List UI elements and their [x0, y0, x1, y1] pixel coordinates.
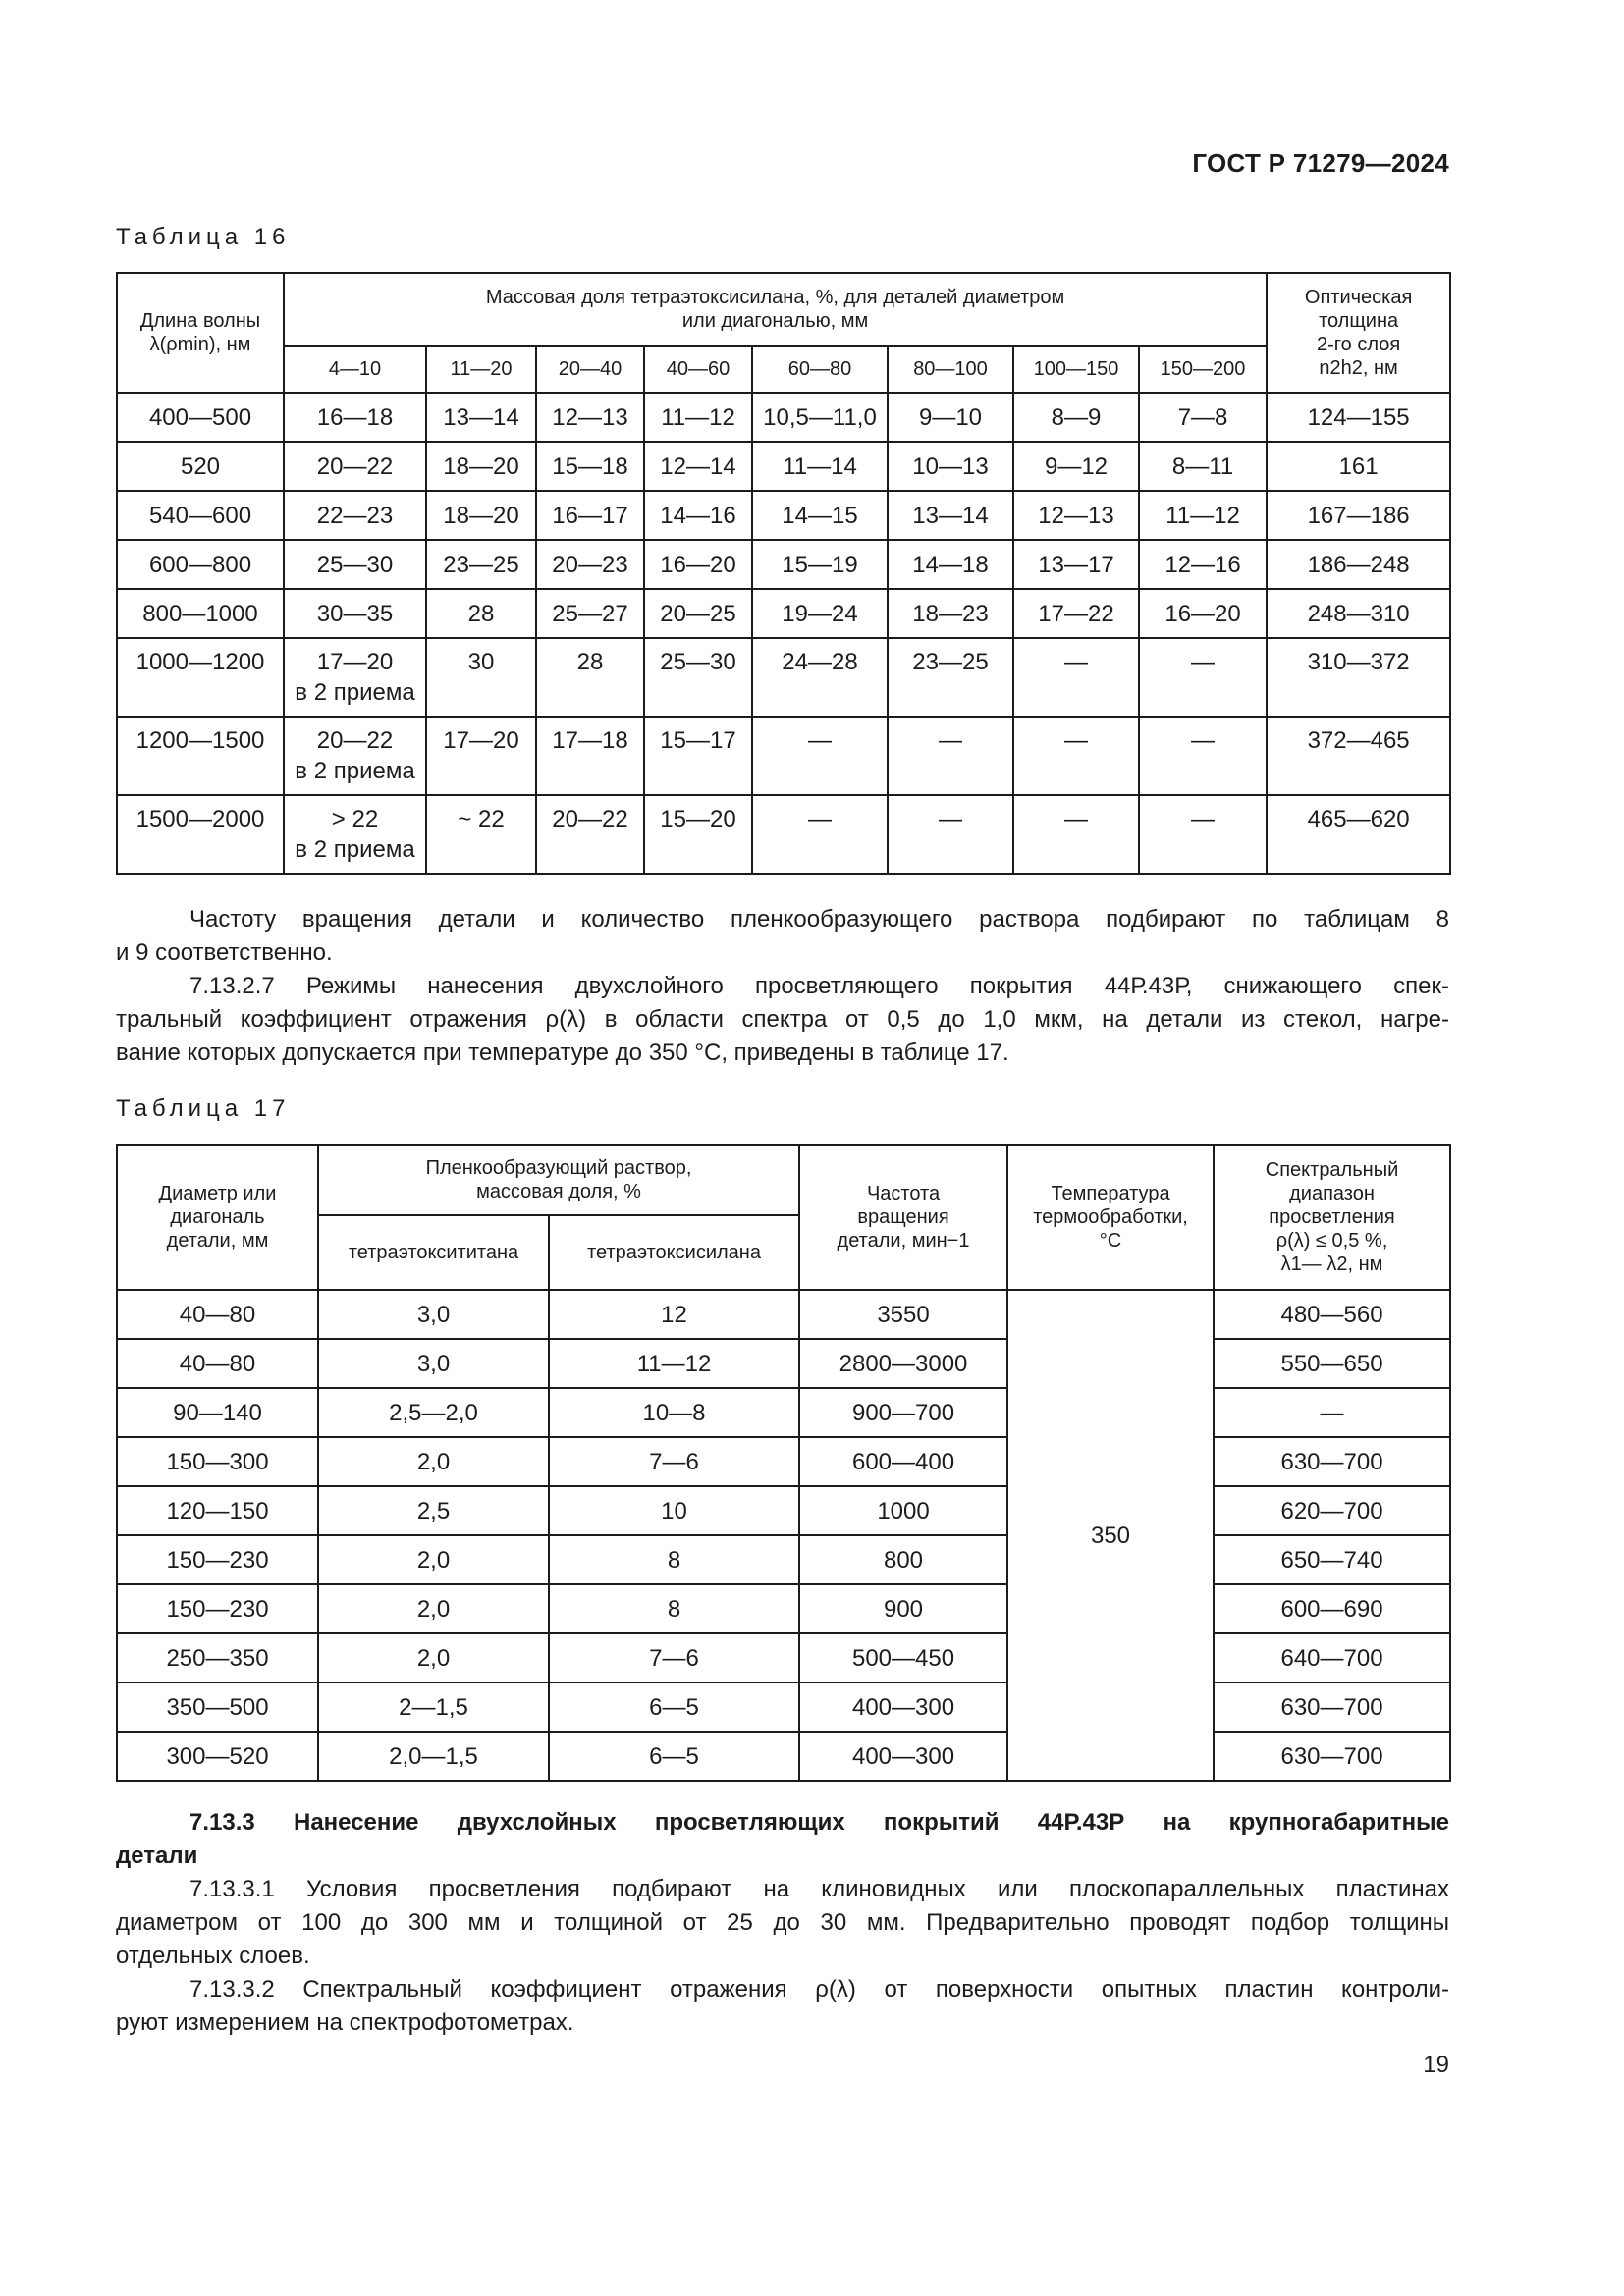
diameter-cell: 150—230	[117, 1535, 318, 1584]
mass-fraction-cell: 12—13	[536, 393, 644, 442]
mass-fraction-cell: —	[752, 795, 888, 874]
frequency-cell: 3550	[799, 1290, 1007, 1339]
mass-fraction-cell: 11—14	[752, 442, 888, 491]
table-row	[117, 717, 1450, 795]
table-row	[117, 638, 1450, 717]
table-row	[117, 1339, 1450, 1388]
optical-thickness-header: Оптическая толщина 2-го слоя n2h2, нм	[1267, 273, 1450, 393]
table-row	[117, 1290, 1450, 1339]
mass-fraction-cell: 15—18	[536, 442, 644, 491]
frequency-cell: 500—450	[799, 1633, 1007, 1682]
mass-fraction-cell: > 22 в 2 приема	[284, 795, 426, 874]
titanate-header: тетраэтоксититана	[318, 1215, 549, 1290]
spectral-range-cell: 640—700	[1214, 1633, 1450, 1682]
paragraph-7-13-2-7: 7.13.2.7 Режимы нанесения двухслойного просветляющего покрытия 44Р.43Р, снижающего спек- тральный коэффициент отражения ρ(λ) в области спектра от 0,5 до 1,0 мкм, на детали из стекол, нагре- вание которых допускается при температуре до 350 °С, приведены в таблице 17.	[116, 973, 1449, 1066]
diameter-cell: 150—230	[117, 1584, 318, 1633]
titanate-cell: 2—1,5	[318, 1682, 549, 1732]
mass-fraction-cell: 9—10	[888, 393, 1013, 442]
spectral-range-cell: —	[1214, 1388, 1450, 1437]
diameter-cell: 350—500	[117, 1682, 318, 1732]
mass-fraction-cell: 14—16	[644, 491, 752, 540]
mass-fraction-cell: —	[1013, 795, 1139, 874]
mass-fraction-cell: —	[1139, 638, 1267, 717]
temperature-cell: 350	[1007, 1290, 1214, 1781]
mass-fraction-cell: 12—13	[1013, 491, 1139, 540]
spectral-range-cell: 620—700	[1214, 1486, 1450, 1535]
frequency-cell: 400—300	[799, 1732, 1007, 1781]
diameter-range-header: 80—100	[888, 346, 1013, 393]
paragraph-rotation-frequency: Частоту вращения детали и количество пленкообразующего раствора подбирают по таблицам 8 и 9 соответственно.	[116, 906, 1449, 966]
mass-fraction-cell: 16—18	[284, 393, 426, 442]
titanate-cell: 3,0	[318, 1290, 549, 1339]
optical-thickness-cell: 124—155	[1267, 393, 1450, 442]
wavelength-cell: 1500—2000	[117, 795, 284, 874]
diameter-cell: 40—80	[117, 1339, 318, 1388]
diameter-range-header: 11—20	[426, 346, 536, 393]
diameter-cell: 250—350	[117, 1633, 318, 1682]
wavelength-cell: 600—800	[117, 540, 284, 589]
spectral-range-cell: 650—740	[1214, 1535, 1450, 1584]
table-row	[117, 589, 1450, 638]
mass-fraction-cell: —	[1013, 717, 1139, 795]
table-16	[116, 272, 1451, 875]
frequency-cell: 400—300	[799, 1682, 1007, 1732]
mass-fraction-cell: 16—20	[1139, 589, 1267, 638]
optical-thickness-cell: 248—310	[1267, 589, 1450, 638]
mass-fraction-cell: 15—20	[644, 795, 752, 874]
table-row	[117, 1732, 1450, 1781]
mass-fraction-cell: 7—8	[1139, 393, 1267, 442]
table-row	[117, 491, 1450, 540]
document-code: ГОСТ Р 71279—2024	[1192, 148, 1449, 178]
spectral-range-cell: 600—690	[1214, 1584, 1450, 1633]
mass-fraction-cell: 30—35	[284, 589, 426, 638]
optical-thickness-cell: 186—248	[1267, 540, 1450, 589]
titanate-cell: 2,0	[318, 1437, 549, 1486]
mass-fraction-cell: 14—15	[752, 491, 888, 540]
frequency-cell: 600—400	[799, 1437, 1007, 1486]
mass-fraction-cell: 25—30	[284, 540, 426, 589]
spectral-range-cell: 480—560	[1214, 1290, 1450, 1339]
silane-cell: 7—6	[549, 1633, 799, 1682]
table-row	[117, 1584, 1450, 1633]
table-row	[117, 540, 1450, 589]
diameter-header: Диаметр или диагональ детали, мм	[117, 1145, 318, 1290]
frequency-cell: 900	[799, 1584, 1007, 1633]
titanate-cell: 2,0	[318, 1633, 549, 1682]
table-17-caption: Таблица 17	[116, 1095, 291, 1122]
table-row	[117, 1682, 1450, 1732]
spectral-range-cell: 630—700	[1214, 1732, 1450, 1781]
frequency-cell: 1000	[799, 1486, 1007, 1535]
diameter-cell: 120—150	[117, 1486, 318, 1535]
optical-thickness-cell: 465—620	[1267, 795, 1450, 874]
mass-fraction-cell: 18—23	[888, 589, 1013, 638]
diameter-range-header: 100—150	[1013, 346, 1139, 393]
table-row	[117, 393, 1450, 442]
mass-fraction-cell: 13—14	[426, 393, 536, 442]
mass-fraction-cell: ~ 22	[426, 795, 536, 874]
mass-fraction-cell: 18—20	[426, 442, 536, 491]
mass-fraction-cell: —	[888, 795, 1013, 874]
mass-fraction-cell: —	[888, 717, 1013, 795]
mass-fraction-cell: —	[752, 717, 888, 795]
mass-fraction-header: Массовая доля тетраэтоксисилана, %, для деталей диаметром или диагональю, мм	[284, 273, 1267, 346]
table-row	[117, 1437, 1450, 1486]
mass-fraction-cell: 20—22	[284, 442, 426, 491]
diameter-range-header: 20—40	[536, 346, 644, 393]
mass-fraction-cell: 17—20	[426, 717, 536, 795]
mass-fraction-cell: 12—14	[644, 442, 752, 491]
mass-fraction-cell: 13—17	[1013, 540, 1139, 589]
titanate-cell: 2,0	[318, 1535, 549, 1584]
mass-fraction-cell: 20—25	[644, 589, 752, 638]
mass-fraction-cell: 17—18	[536, 717, 644, 795]
mass-fraction-cell: 25—27	[536, 589, 644, 638]
silane-cell: 6—5	[549, 1732, 799, 1781]
optical-thickness-cell: 310—372	[1267, 638, 1450, 717]
titanate-cell: 2,5	[318, 1486, 549, 1535]
film-solution-header: Пленкообразующий раствор, массовая доля, %	[318, 1145, 799, 1215]
mass-fraction-cell: —	[1139, 795, 1267, 874]
table-16-caption: Таблица 16	[116, 224, 291, 250]
diameter-cell: 90—140	[117, 1388, 318, 1437]
diameter-range-header: 4—10	[284, 346, 426, 393]
mass-fraction-cell: 28	[426, 589, 536, 638]
wavelength-header: Длина волны λ(ρmin), нм	[117, 273, 284, 393]
mass-fraction-cell: 19—24	[752, 589, 888, 638]
wavelength-cell: 800—1000	[117, 589, 284, 638]
diameter-range-header: 60—80	[752, 346, 888, 393]
wavelength-cell: 520	[117, 442, 284, 491]
mass-fraction-cell: 24—28	[752, 638, 888, 717]
frequency-cell: 900—700	[799, 1388, 1007, 1437]
titanate-cell: 2,0—1,5	[318, 1732, 549, 1781]
wavelength-cell: 400—500	[117, 393, 284, 442]
mass-fraction-cell: 13—14	[888, 491, 1013, 540]
mass-fraction-cell: 8—9	[1013, 393, 1139, 442]
temperature-header: Температура термообработки, °С	[1007, 1145, 1214, 1290]
table-row	[117, 1388, 1450, 1437]
mass-fraction-cell: 28	[536, 638, 644, 717]
frequency-cell: 2800—3000	[799, 1339, 1007, 1388]
section-7-13-3-heading: 7.13.3 Нанесение двухслойных просветляющих покрытий 44Р.43Р на крупногабаритные детали	[116, 1809, 1449, 1869]
page-number: 19	[1423, 2052, 1449, 2078]
optical-thickness-cell: 167—186	[1267, 491, 1450, 540]
mass-fraction-cell: 17—20 в 2 приема	[284, 638, 426, 717]
mass-fraction-cell: 18—20	[426, 491, 536, 540]
silane-cell: 8	[549, 1535, 799, 1584]
diameter-cell: 40—80	[117, 1290, 318, 1339]
silane-cell: 7—6	[549, 1437, 799, 1486]
wavelength-cell: 540—600	[117, 491, 284, 540]
paragraph-7-13-3-1: 7.13.3.1 Условия просветления подбирают на клиновидных или плоскопараллельных пластинах диаметром от 100 до 300 мм и толщиной от 25 до 30 мм. Предварительно проводят подбор толщины отдельных слоев.	[116, 1876, 1449, 1969]
mass-fraction-cell: 30	[426, 638, 536, 717]
diameter-cell: 150—300	[117, 1437, 318, 1486]
silane-cell: 11—12	[549, 1339, 799, 1388]
diameter-range-header: 150—200	[1139, 346, 1267, 393]
mass-fraction-cell: 12—16	[1139, 540, 1267, 589]
mass-fraction-cell: 16—17	[536, 491, 644, 540]
silane-cell: 6—5	[549, 1682, 799, 1732]
mass-fraction-cell: 15—19	[752, 540, 888, 589]
mass-fraction-cell: —	[1139, 717, 1267, 795]
spectral-range-cell: 630—700	[1214, 1437, 1450, 1486]
mass-fraction-cell: 11—12	[644, 393, 752, 442]
optical-thickness-cell: 161	[1267, 442, 1450, 491]
mass-fraction-cell: 9—12	[1013, 442, 1139, 491]
titanate-cell: 3,0	[318, 1339, 549, 1388]
frequency-cell: 800	[799, 1535, 1007, 1584]
wavelength-cell: 1000—1200	[117, 638, 284, 717]
titanate-cell: 2,5—2,0	[318, 1388, 549, 1437]
mass-fraction-cell: 25—30	[644, 638, 752, 717]
mass-fraction-cell: 20—23	[536, 540, 644, 589]
diameter-range-header: 40—60	[644, 346, 752, 393]
mass-fraction-cell: 20—22	[536, 795, 644, 874]
mass-fraction-cell: 17—22	[1013, 589, 1139, 638]
mass-fraction-cell: 14—18	[888, 540, 1013, 589]
titanate-cell: 2,0	[318, 1584, 549, 1633]
table-row	[117, 1486, 1450, 1535]
mass-fraction-cell: 20—22 в 2 приема	[284, 717, 426, 795]
table-row	[117, 442, 1450, 491]
mass-fraction-cell: 23—25	[888, 638, 1013, 717]
wavelength-cell: 1200—1500	[117, 717, 284, 795]
table-row	[117, 795, 1450, 874]
table-17	[116, 1144, 1451, 1782]
silane-cell: 10—8	[549, 1388, 799, 1437]
table-row	[117, 1633, 1450, 1682]
silane-header: тетраэтоксисилана	[549, 1215, 799, 1290]
spectral-range-header: Спектральный диапазон просветления ρ(λ) ≤ 0,5 %, λ1— λ2, нм	[1214, 1145, 1450, 1290]
spectral-range-cell: 550—650	[1214, 1339, 1450, 1388]
mass-fraction-cell: 10,5—11,0	[752, 393, 888, 442]
mass-fraction-cell: 8—11	[1139, 442, 1267, 491]
silane-cell: 10	[549, 1486, 799, 1535]
spectral-range-cell: 630—700	[1214, 1682, 1450, 1732]
paragraph-7-13-3-2: 7.13.3.2 Спектральный коэффициент отражения ρ(λ) от поверхности опытных пластин контроли- руют измерением на спектрофотометрах.	[116, 1976, 1449, 2036]
mass-fraction-cell: 23—25	[426, 540, 536, 589]
mass-fraction-cell: —	[1013, 638, 1139, 717]
diameter-cell: 300—520	[117, 1732, 318, 1781]
table-row	[117, 1535, 1450, 1584]
mass-fraction-cell: 15—17	[644, 717, 752, 795]
mass-fraction-cell: 16—20	[644, 540, 752, 589]
silane-cell: 8	[549, 1584, 799, 1633]
mass-fraction-cell: 11—12	[1139, 491, 1267, 540]
rotation-frequency-header: Частота вращения детали, мин−1	[799, 1145, 1007, 1290]
mass-fraction-cell: 22—23	[284, 491, 426, 540]
silane-cell: 12	[549, 1290, 799, 1339]
optical-thickness-cell: 372—465	[1267, 717, 1450, 795]
mass-fraction-cell: 10—13	[888, 442, 1013, 491]
